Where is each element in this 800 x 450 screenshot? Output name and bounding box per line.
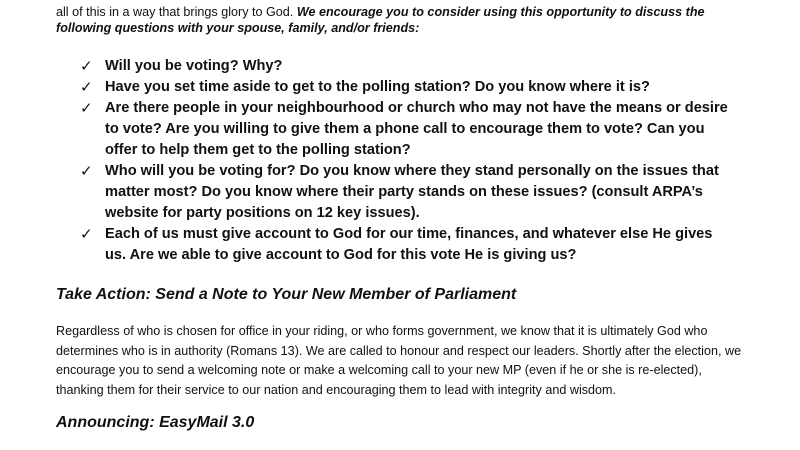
intro-plain-text: all of this in a way that brings glory to God. <box>56 5 297 19</box>
checklist-item-text: Are there people in your neighbourhood or church who may not have the means or desire to vote? Are you willing to give them a phone call to encourage them to vote? Can you offer to help them get to the polling station? <box>105 100 728 158</box>
checkmark-icon: ✓ <box>80 225 93 243</box>
intro-emphasis-text: We encourage you to consider using this opportunity to discuss the following questions with your spouse, family, and/or friends: <box>56 5 705 35</box>
checkmark-icon: ✓ <box>80 57 93 75</box>
checklist-item-text: Will you be voting? Why? <box>105 58 283 74</box>
intro-paragraph <box>56 4 746 36</box>
checklist-item-text: Each of us must give account to God for our time, finances, and whatever else He gives us. Are we able to give account to God for this vote He is giving us? <box>105 226 713 263</box>
checklist-item-text: Who will you be voting for? Do you know where they stand personally on the issues that matter most? Do you know where their party stands on these issues? (consult ARPA’s website for party positions on 12 key issues). <box>105 163 719 221</box>
announcing-heading: Announcing: EasyMail 3.0 <box>56 414 255 431</box>
checklist-item-text: Have you set time aside to get to the polling station? Do you know where it is? <box>105 79 650 95</box>
take-action-heading: Take Action: Send a Note to Your New Member of Parliament <box>56 286 517 303</box>
checkmark-icon: ✓ <box>80 78 93 96</box>
take-action-paragraph: Regardless of who is chosen for office in your riding, or who forms government, we know that it is ultimately God who determines who is in authority (Romans 13). We are called to honour and respect our leaders. Shortly after the election, we encourage you to send a welcoming note or make a welcoming call to your new MP (even if he or she is re-elected), thanking them for their service to our nation and encouraging them to lead with integrity and wisdom. <box>56 324 742 397</box>
checkmark-icon: ✓ <box>80 99 93 117</box>
checkmark-icon: ✓ <box>80 162 93 180</box>
